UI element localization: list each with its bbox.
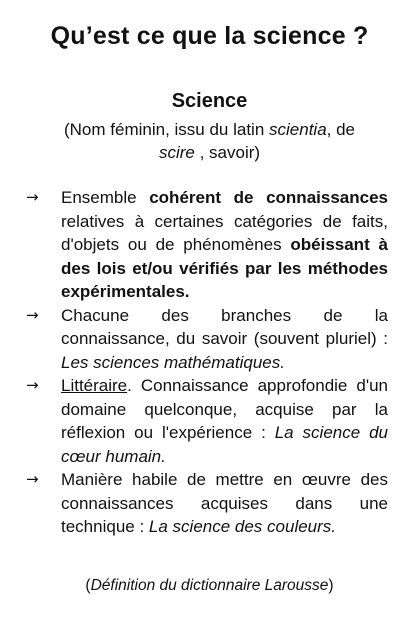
etymology-verb: scire [158,143,195,162]
arrow-right-icon: → [26,376,39,394]
definition-text: . Connaissance approfondie d'un domaine quelconque, acquise par la réflexion ou l'expérience : [61,376,388,442]
definition-example: Les sciences mathématiques. [61,352,285,372]
arrow-right-icon: → [26,470,39,488]
etymology-close: , savoir) [194,143,261,162]
definition-list [26,186,388,539]
definition-text: relatives à certaines catégories de faits, d'objets ou de phénomènes [61,211,388,254]
source-close: ) [328,577,334,594]
definition-bold: cohérent de connaissances [149,188,388,207]
source-text: Définition du dictionnaire Larousse [90,577,329,594]
etymology [40,118,379,164]
definition-example: La science du cœur humain. [61,423,388,466]
source-open: ( [85,577,91,594]
page-title: Qu’est ce que la science ? [50,22,369,50]
definition-example: La science des couleurs. [148,517,337,536]
usage-label: Littéraire [61,376,128,395]
definition-bold: obéissant à des lois et/ou vérifiés par les méthodes expérimentales. [61,235,388,301]
arrow-right-icon: → [26,305,39,324]
etymology-latin: scientia [269,120,327,139]
definition-item [26,374,388,468]
definition-text: Manière habile de mettre en œuvre des connaissances acquises dans une technique : [61,470,388,536]
definition-item [26,304,388,375]
arrow-right-icon: → [26,188,39,206]
definition-item [26,468,388,539]
definition-text: Ensemble [61,188,150,207]
definition-item [26,186,388,304]
etymology-mid: , de [326,120,356,139]
source-citation [0,577,419,595]
etymology-open: (Nom féminin, issu du latin [63,120,270,139]
headword: Science [171,90,248,112]
definition-text: Chacune des branches de la connaissance, du savoir (souvent pluriel) : [61,305,388,348]
